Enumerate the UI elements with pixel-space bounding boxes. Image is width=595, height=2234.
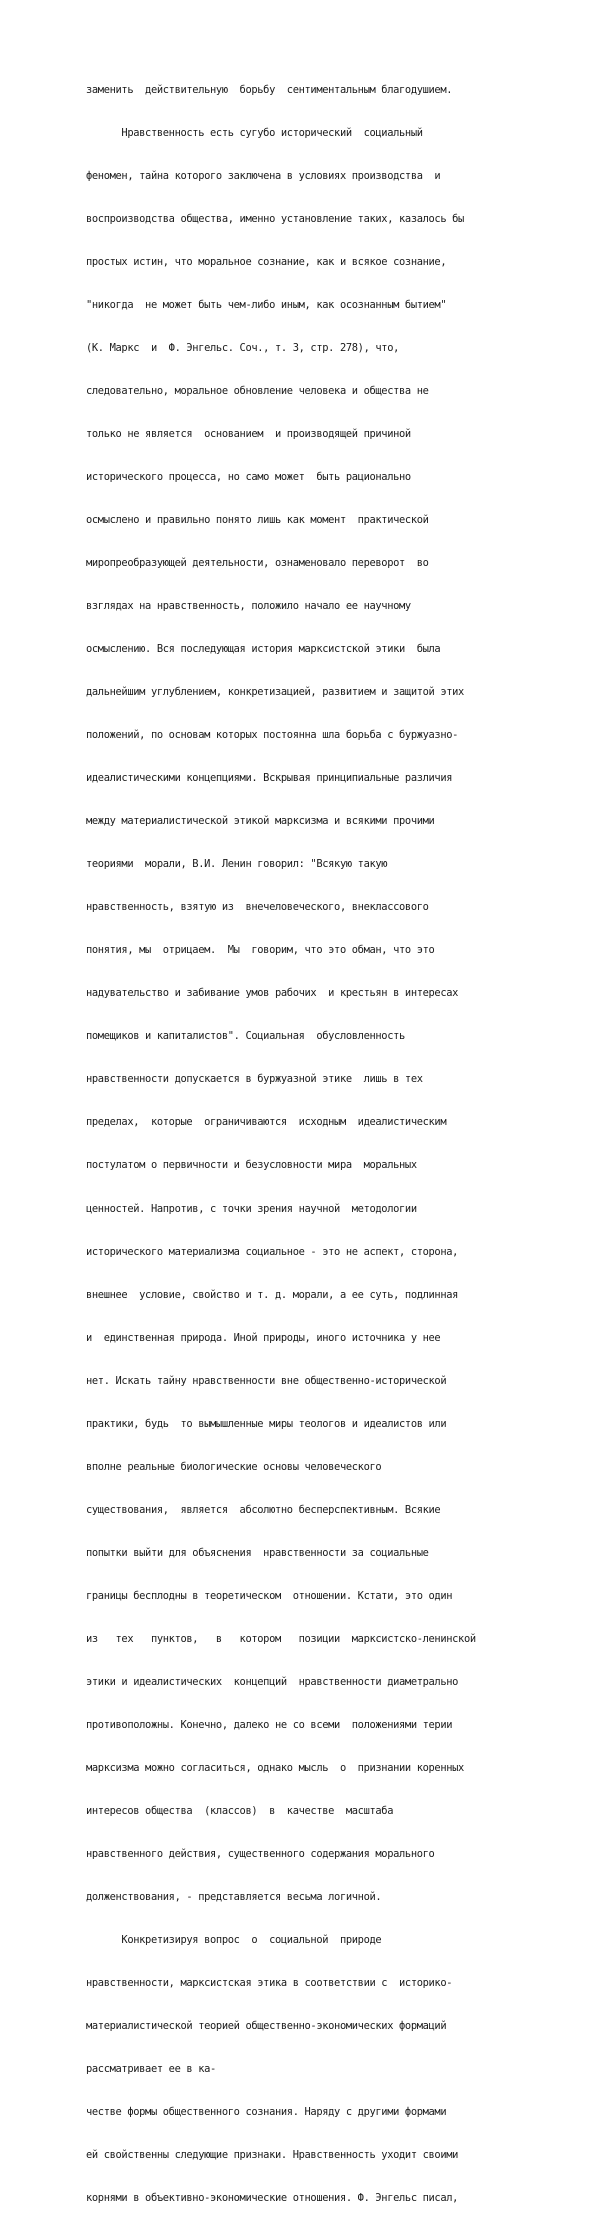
text-line: интересов общества (классов) в качестве масштаба [86, 1804, 394, 1817]
text-line: дальнейшим углублением, конкретизацией, развитием и защитой этих [86, 686, 464, 699]
text-line: "никогда не может быть чем-либо иным, как осознанным бытием" [86, 298, 447, 311]
text-line: честве формы общественного сознания. Наряду с другими формами [86, 2106, 447, 2119]
body-text [86, 54, 556, 2234]
text-line: воспроизводства общества, именно установление таких, казалось бы [86, 212, 464, 225]
text-line: заменить действительную борьбу сентиментальным благодушием. [86, 83, 453, 96]
text-line: идеалистическими концепциями. Вскрывая принципиальные различия [86, 772, 453, 785]
text-line: попытки выйти для объяснения нравственности за социальные [86, 1546, 429, 1559]
text-line: следовательно, моральное обновление человека и общества не [86, 384, 429, 397]
text-line: постулатом о первичности и безусловности мира моральных [86, 1159, 417, 1172]
text-line: нравственность, взятую из внечеловеческого, внеклассового [86, 901, 429, 914]
text-line: долженствования, - представляется весьма логичной. [86, 1891, 382, 1903]
text-line: нравственности, марксистская этика в соответствии с историко- [86, 1977, 453, 1990]
text-line: простых истин, что моральное сознание, как и всякое сознание, [86, 255, 447, 268]
text-line: положений, по основам которых постоянна шла борьба с буржуазно- [86, 729, 459, 742]
text-line: понятия, мы отрицаем. Мы говорим, что это обман, что это [86, 944, 435, 957]
text-line: вполне реальные биологические основы человеческого [86, 1460, 382, 1473]
text-line: ценностей. Напротив, с точки зрения научной методологии [86, 1202, 417, 1215]
text-line: пределах, которые ограничиваются исходным идеалистическим [86, 1116, 447, 1129]
text-line: (К. Маркс и Ф. Энгельс. Соч., т. 3, стр. 278), что, [86, 341, 400, 354]
text-line: марксизма можно согласиться, однако мысль о признании коренных [86, 1761, 464, 1774]
text-line: практики, будь то вымышленные миры теологов и идеалистов или [86, 1417, 447, 1430]
text-line: феномен, тайна которого заключена в условиях производства и [86, 169, 441, 182]
text-line: нравственности допускается в буржуазной этике лишь в тех [86, 1073, 423, 1086]
text-line: этики и идеалистических концепций нравственности диаметрально [86, 1675, 459, 1688]
text-line: помещиков и капиталистов". Социальная обусловленность [86, 1030, 405, 1043]
text-line: миропреобразующей деятельности, ознаменовало переворот во [86, 557, 429, 570]
text-line: из тех пунктов, в котором позиции марксистско-ленинской [86, 1632, 476, 1645]
text-line: осмыслению. Вся последующая история марксистской этики была [86, 643, 441, 656]
text-line: между материалистической этикой марксизма и всякими прочими [86, 815, 435, 828]
text-line: ей свойственны следующие признаки. Нравственность уходит своими [86, 2149, 459, 2162]
text-line: надувательство и забивание умов рабочих и крестьян в интересах [86, 987, 459, 1000]
text-line: рассматривает ее в ка- [86, 2063, 216, 2076]
text-line: только не является основанием и производящей причиной [86, 427, 411, 440]
text-line: границы бесплодны в теоретическом отношении. Кстати, это один [86, 1589, 453, 1602]
text-line: внешнее условие, свойство и т. д. морали, а ее суть, подлинная [86, 1288, 459, 1301]
text-line: и единственная природа. Иной природы, иного источника у нее [86, 1331, 441, 1344]
text-line: теориями морали, В.И. Ленин говорил: "Всякую такую [86, 858, 388, 871]
text-line: взглядах на нравственность, положило начало ее научному [86, 600, 411, 613]
text-line: материалистической теорией общественно-экономических формаций [86, 2020, 447, 2033]
text-line: нет. Искать тайну нравственности вне общественно-исторической [86, 1374, 447, 1387]
text-line: Нравственность есть сугубо исторический социальный [86, 126, 423, 139]
text-line: исторического материализма социальное - это не аспект, сторона, [86, 1245, 459, 1258]
text-line: нравственного действия, существенного содержания морального [86, 1847, 435, 1860]
text-line: исторического процесса, но само может быть рационально [86, 470, 411, 483]
text-line: существования, является абсолютно бесперспективным. Всякие [86, 1503, 441, 1516]
text-line: осмыслено и правильно понято лишь как момент практической [86, 514, 429, 526]
text-line: противоположны. Конечно, далеко не со всеми положениями терии [86, 1718, 453, 1731]
text-line: корнями в объективно-экономические отношения. Ф. Энгельс писал, [86, 2192, 459, 2205]
text-line: Конкретизируя вопрос о социальной природе [86, 1934, 382, 1947]
